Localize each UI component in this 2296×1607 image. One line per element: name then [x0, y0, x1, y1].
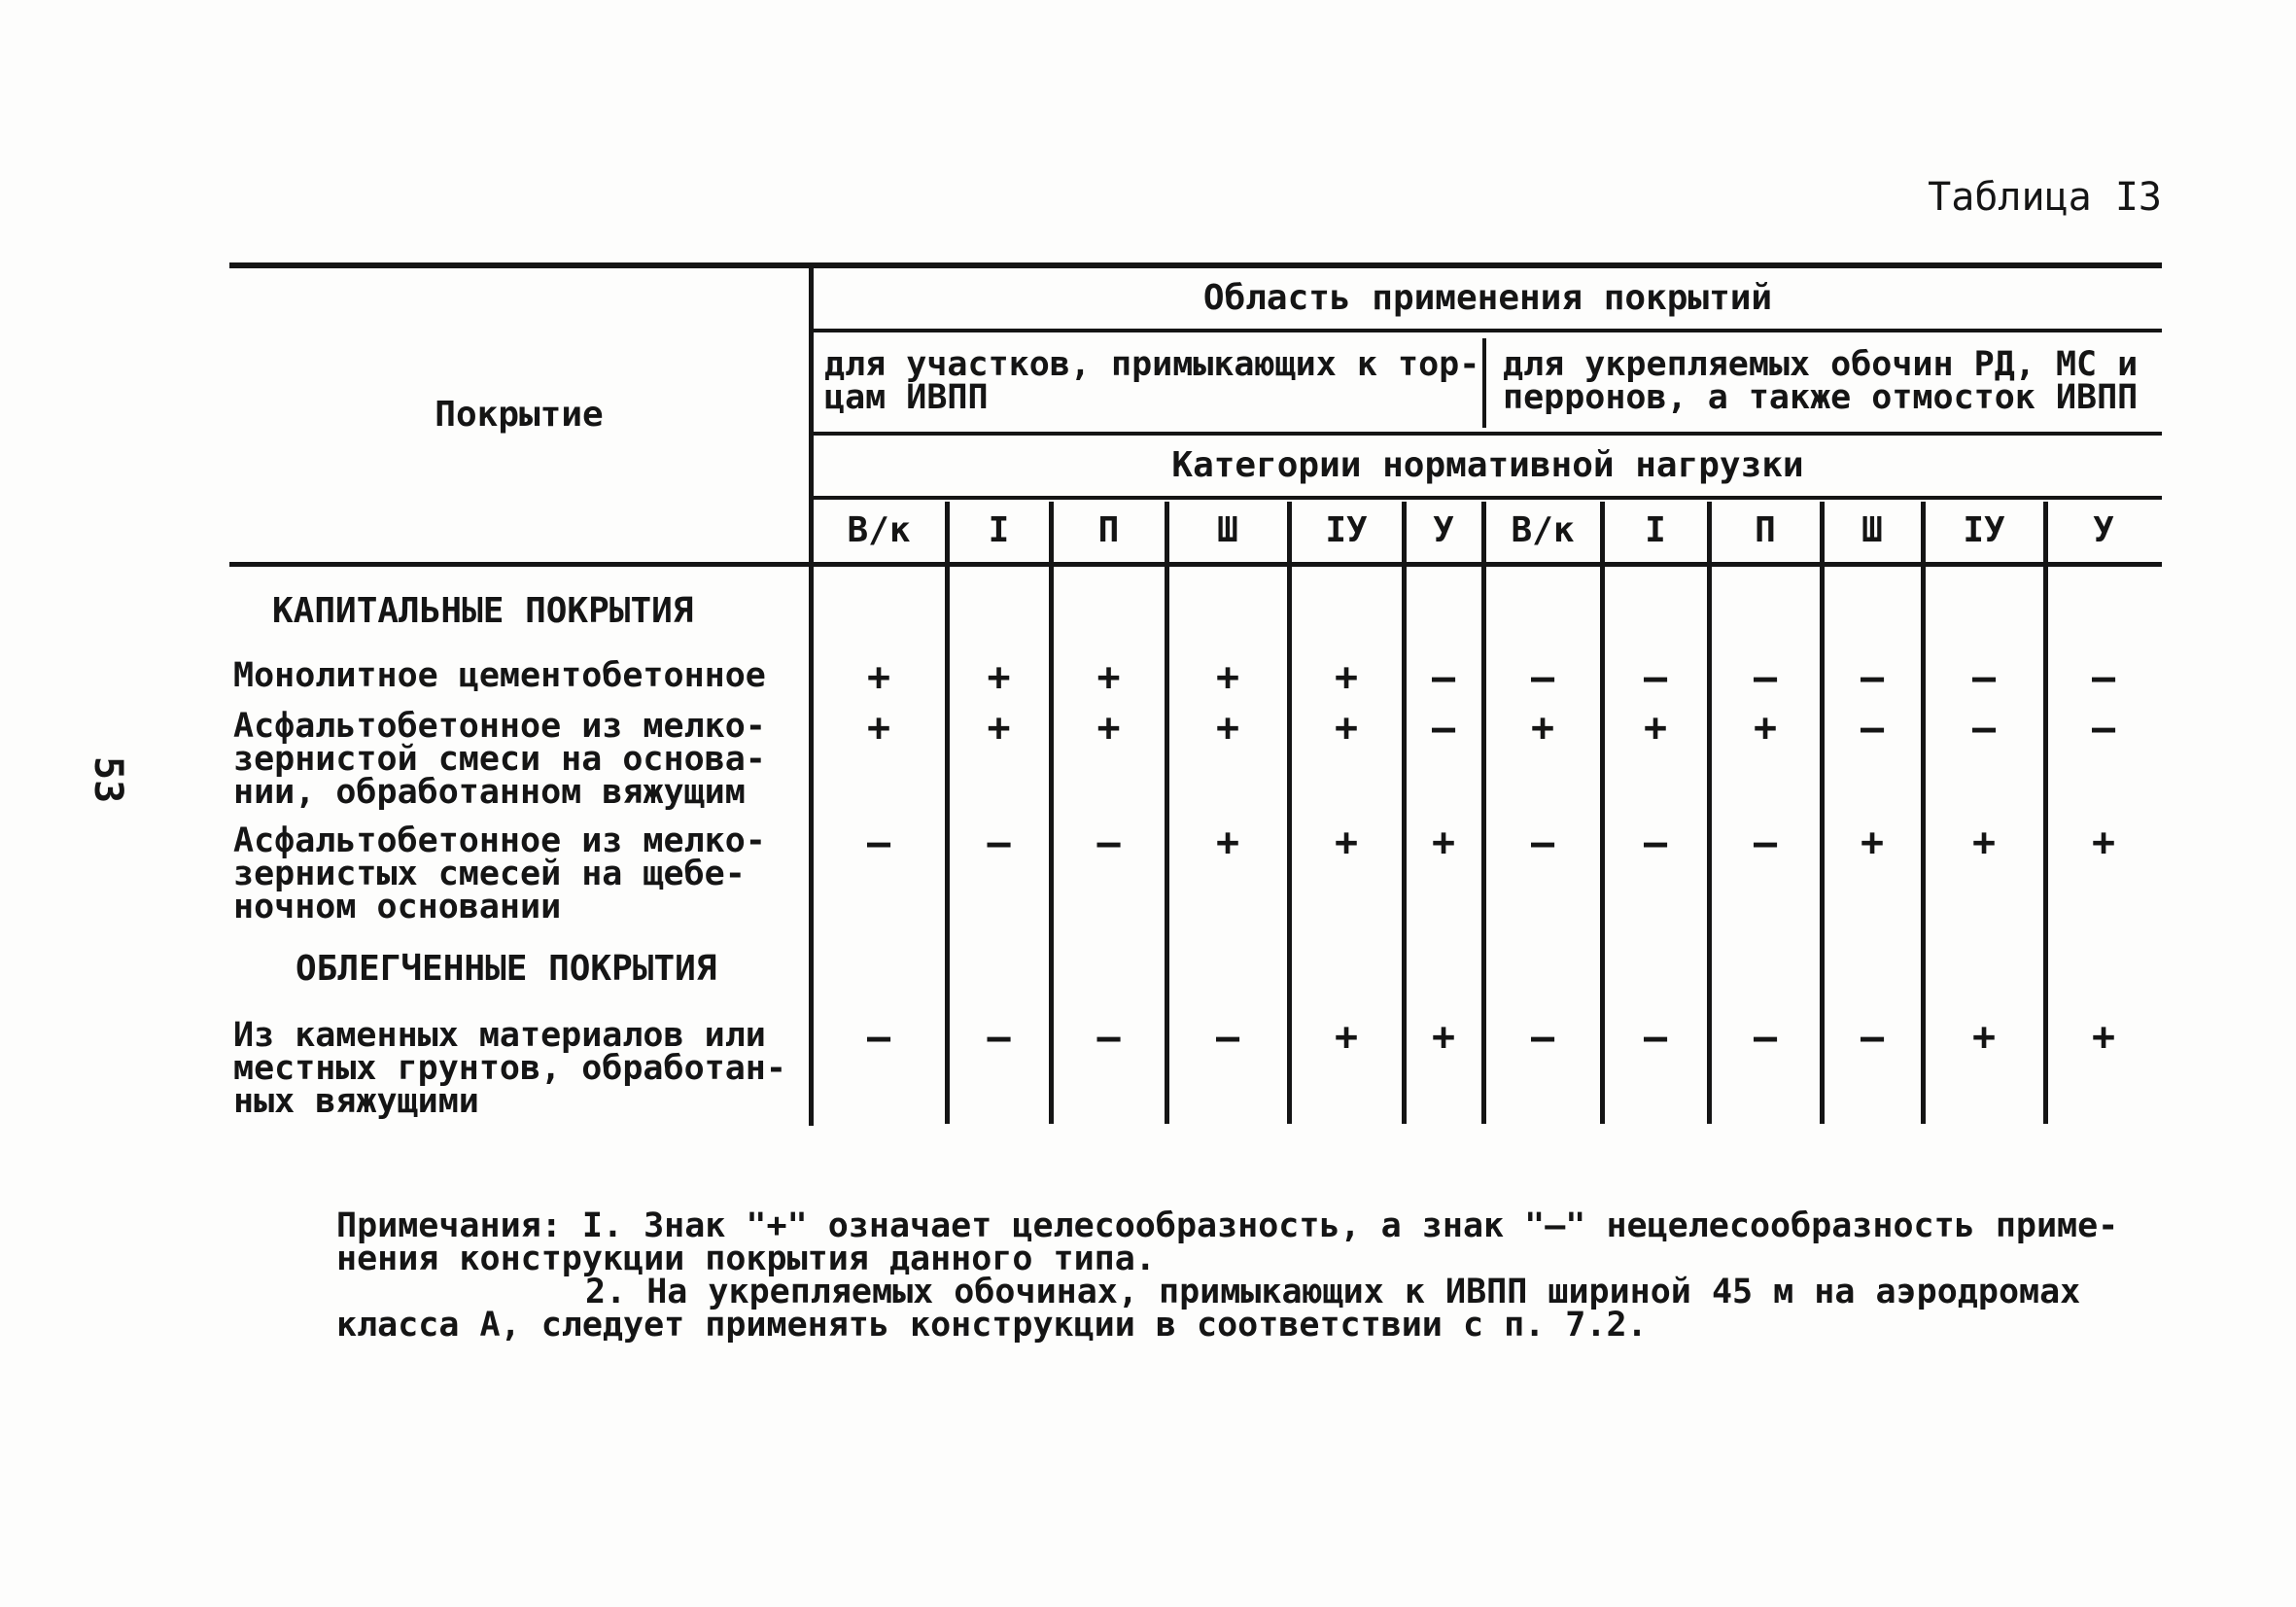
table-number-label: Таблица I3: [1928, 175, 2162, 220]
applicability-mark: –: [2091, 655, 2116, 700]
column-divider: [1921, 502, 1926, 1124]
applicability-mark: –: [1860, 655, 1885, 700]
applicability-mark: –: [1530, 655, 1555, 700]
category-header: У: [2093, 510, 2114, 550]
applicability-mark: +: [866, 706, 891, 751]
applicability-mark: –: [866, 1015, 891, 1060]
header-kategorii: Категории нормативной нагрузки: [1171, 445, 1804, 485]
header-rule-categories: [811, 496, 2162, 500]
applicability-mark: –: [866, 821, 891, 865]
applicability-mark: +: [1334, 1015, 1359, 1060]
applicability-mark: +: [1215, 821, 1240, 865]
header-rule-oblast: [811, 329, 2162, 332]
row-label: [233, 821, 805, 926]
applicability-mark: +: [1753, 706, 1778, 751]
applicability-mark: –: [1753, 821, 1778, 865]
row-label-line: зернистой смеси на основа-: [233, 740, 766, 779]
row-label-line: нии, обработанном вяжущим: [233, 773, 746, 812]
row-label-line: Асфальтобетонное из мелко-: [233, 821, 766, 860]
category-header: П: [1097, 510, 1120, 550]
column-divider: [1481, 502, 1486, 1124]
header-bottom-rule: [229, 562, 2162, 567]
applicability-mark: +: [1971, 821, 1997, 865]
category-header: В/к: [1511, 510, 1575, 550]
applicability-mark: –: [1753, 1015, 1778, 1060]
applicability-mark: –: [1530, 1015, 1555, 1060]
page-number: 53: [86, 756, 130, 804]
row-label: [233, 707, 805, 812]
row-label-line: Из каменных материалов или: [233, 1016, 766, 1055]
applicability-mark: +: [1334, 706, 1359, 751]
applicability-mark: +: [2091, 821, 2116, 865]
row-label: [233, 656, 805, 695]
applicability-mark: +: [1860, 821, 1885, 865]
column-divider: [1402, 502, 1407, 1124]
applicability-mark: –: [1971, 655, 1997, 700]
column-divider: [2043, 502, 2048, 1124]
section-title: КАПИТАЛЬНЫЕ ПОКРЫТИЯ: [272, 591, 694, 631]
category-header: I: [1645, 510, 1666, 550]
applicability-mark: –: [1096, 1015, 1121, 1060]
note-line-1: Примечания: I. Знак "+" означает целесообразность, а знак "–" нецелесообразность приме-: [336, 1206, 2119, 1245]
applicability-mark: –: [1643, 1015, 1668, 1060]
applicability-mark: –: [2091, 706, 2116, 751]
applicability-mark: +: [1431, 1015, 1456, 1060]
applicability-mark: –: [1096, 821, 1121, 865]
row-label-line: зернистых смесей на щебе-: [233, 855, 746, 893]
note-line-2: нения конструкции покрытия данного типа.: [336, 1240, 1156, 1278]
category-header: В/к: [847, 510, 911, 550]
column-divider: [1165, 502, 1169, 1124]
section-title: ОБЛЕГЧЕННЫЕ ПОКРЫТИЯ: [296, 949, 717, 989]
applicability-mark: –: [1643, 655, 1668, 700]
applicability-mark: +: [987, 655, 1011, 700]
header-oblast: Область применения покрытий: [1202, 278, 1773, 318]
applicability-mark: +: [1643, 706, 1668, 751]
column-divider: [1820, 502, 1825, 1124]
label-column-divider: [809, 262, 814, 1126]
category-header: Ш: [1217, 510, 1238, 550]
column-divider: [1287, 502, 1292, 1124]
row-label-line: местных грунтов, обработан-: [233, 1049, 786, 1088]
applicability-mark: –: [1431, 655, 1456, 700]
applicability-mark: +: [1530, 706, 1555, 751]
column-divider: [1049, 502, 1054, 1124]
header-group-right: для укрепляемых обочин РД, МС и перронов, а также отмосток ИВПП: [1503, 348, 2139, 414]
row-label: [233, 1016, 805, 1121]
row-label-line: Монолитное цементобетонное: [233, 656, 766, 695]
header-group-left: для участков, примыкающих к тор- цам ИВПП: [824, 345, 1480, 417]
applicability-mark: +: [1096, 655, 1121, 700]
column-divider: [1707, 502, 1712, 1124]
applicability-mark: –: [1643, 821, 1668, 865]
category-header: I: [988, 510, 1010, 550]
note-line-4: класса А, следует применять конструкции в соответствии с п. 7.2.: [336, 1306, 1648, 1345]
applicability-mark: +: [1971, 1015, 1997, 1060]
applicability-mark: –: [1971, 706, 1997, 751]
category-header: П: [1755, 510, 1776, 550]
applicability-mark: –: [1753, 655, 1778, 700]
applicability-mark: +: [1334, 655, 1359, 700]
header-pokrytie: Покрытие: [435, 395, 604, 435]
column-divider: [1600, 502, 1605, 1124]
applicability-mark: –: [987, 1015, 1011, 1060]
applicability-mark: –: [987, 821, 1011, 865]
applicability-mark: +: [2091, 1015, 2116, 1060]
note-line-3: 2. На укрепляемых обочинах, примыкающих к ИВПП шириной 45 м на аэродромах: [585, 1273, 2081, 1311]
applicability-mark: –: [1860, 706, 1885, 751]
applicability-mark: +: [1215, 655, 1240, 700]
category-header: IУ: [1963, 510, 2005, 550]
row-label-line: Асфальтобетонное из мелко-: [233, 707, 766, 746]
applicability-mark: +: [1215, 706, 1240, 751]
category-header: У: [1433, 510, 1454, 550]
applicability-mark: +: [1096, 706, 1121, 751]
applicability-mark: +: [1334, 821, 1359, 865]
applicability-mark: +: [1431, 821, 1456, 865]
coverage-table: [229, 261, 2162, 1126]
notes-block: [336, 1206, 2154, 1345]
applicability-mark: –: [1860, 1015, 1885, 1060]
row-label-line: ночном основании: [233, 888, 562, 926]
applicability-mark: +: [866, 655, 891, 700]
applicability-mark: –: [1431, 706, 1456, 751]
applicability-mark: –: [1530, 821, 1555, 865]
column-divider: [945, 502, 950, 1124]
row-label-line: ных вяжущими: [233, 1082, 479, 1121]
category-header: IУ: [1325, 510, 1368, 550]
applicability-mark: +: [987, 706, 1011, 751]
category-header: Ш: [1861, 510, 1883, 550]
applicability-mark: –: [1215, 1015, 1240, 1060]
